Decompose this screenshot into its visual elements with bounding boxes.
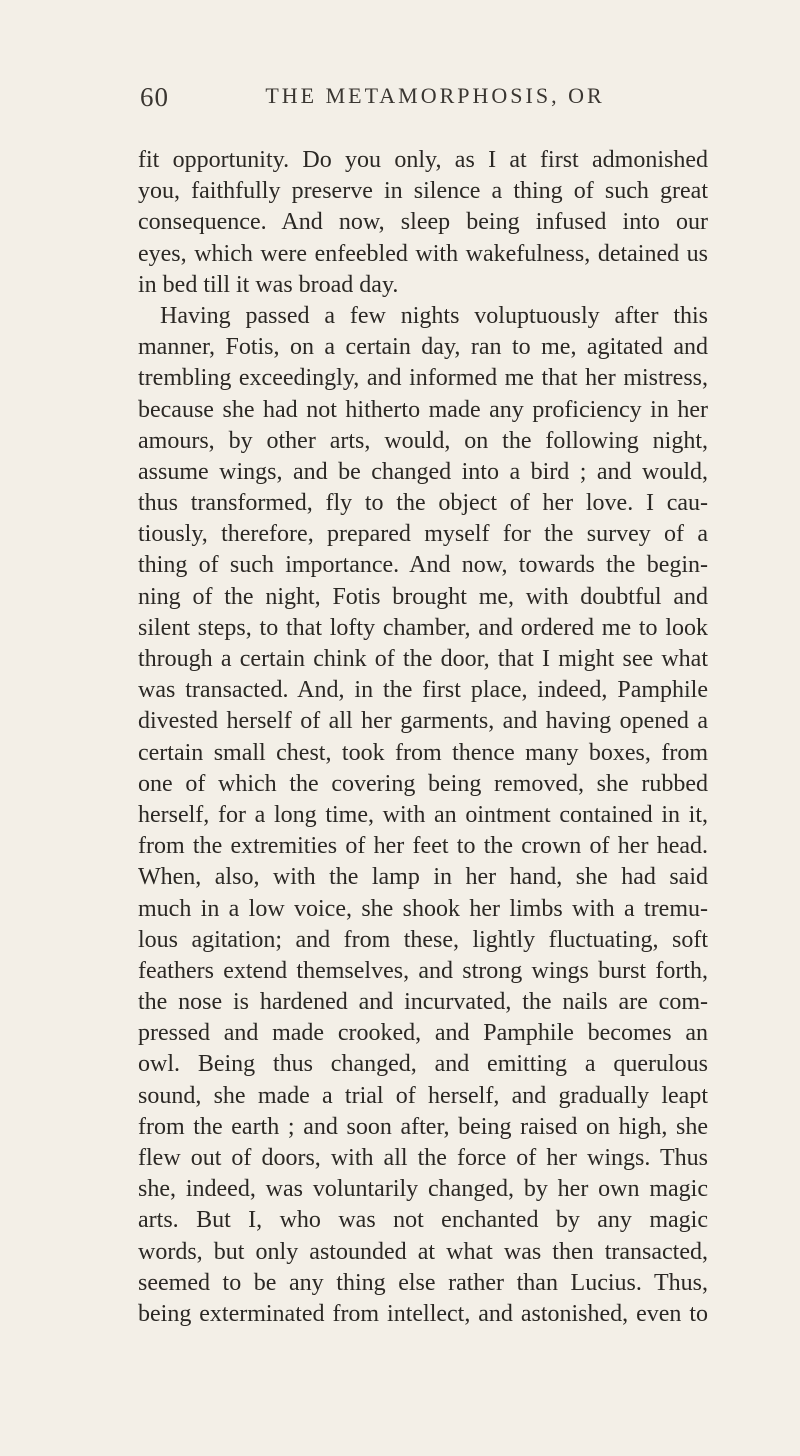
text-line: silent steps, to that lofty chamber, and ordered me to look bbox=[138, 614, 708, 641]
text-line: lous agitation; and from these, lightly fluctuating, soft bbox=[138, 926, 708, 953]
text-line: manner, Fotis, on a certain day, ran to me, agitated and bbox=[138, 334, 708, 361]
text-line: one of which the covering being removed, she rubbed bbox=[138, 770, 708, 797]
text-line: the nose is hardened and incurvated, the nails are com- bbox=[138, 989, 708, 1016]
text-line: consequence. And now, sleep being infused into our bbox=[138, 209, 708, 236]
text-line: was transacted. And, in the first place, indeed, Pamphile bbox=[138, 677, 708, 704]
text-line: seemed to be any thing else rather than Lucius. Thus, bbox=[138, 1269, 708, 1296]
text-line: because she had not hitherto made any proficiency in her bbox=[138, 396, 708, 423]
text-line: Having passed a few nights voluptuously after this bbox=[160, 302, 708, 329]
text-line: feathers extend themselves, and strong wings burst forth, bbox=[138, 957, 708, 984]
text-line: assume wings, and be changed into a bird ; and would, bbox=[138, 458, 708, 485]
text-line: arts. But I, who was not enchanted by any magic bbox=[138, 1207, 708, 1234]
text-line: she, indeed, was voluntarily changed, by her own magic bbox=[138, 1176, 708, 1203]
text-line: words, but only astounded at what was then transacted, bbox=[138, 1238, 708, 1265]
text-line: through a certain chink of the door, that I might see what bbox=[138, 646, 708, 672]
text-line: fit opportunity. Do you only, as I at first admonished bbox=[138, 147, 708, 173]
text-line: divested herself of all her garments, and having opened a bbox=[138, 708, 708, 735]
text-line: in bed till it was broad day. bbox=[138, 271, 399, 298]
text-line: herself, for a long time, with an ointment contained in it, bbox=[138, 801, 708, 828]
text-line: flew out of doors, with all the force of her wings. Thus bbox=[138, 1145, 708, 1171]
text-line: When, also, with the lamp in her hand, she had said bbox=[138, 864, 708, 891]
text-line: from the earth ; and soon after, being raised on high, she bbox=[138, 1113, 708, 1140]
text-line: trembling exceedingly, and informed me that her mistress, bbox=[138, 365, 708, 392]
body-text bbox=[138, 145, 708, 1330]
text-line: tiously, therefore, prepared myself for the survey of a bbox=[138, 521, 708, 548]
text-line: certain small chest, took from thence many boxes, from bbox=[138, 739, 708, 766]
text-line: you, faithfully preserve in silence a thing of such great bbox=[138, 178, 708, 205]
text-line: owl. Being thus changed, and emitting a querulous bbox=[138, 1051, 708, 1078]
text-line: ning of the night, Fotis brought me, with doubtful and bbox=[138, 583, 708, 610]
text-line: from the extremities of her feet to the crown of her head. bbox=[138, 833, 708, 860]
running-title: THE METAMORPHOSIS, OR bbox=[265, 83, 605, 108]
text-line: amours, by other arts, would, on the following night, bbox=[138, 427, 708, 454]
text-line: thing of such importance. And now, towards the begin- bbox=[138, 552, 708, 579]
text-line: eyes, which were enfeebled with wakefulness, detained us bbox=[138, 240, 708, 267]
running-head bbox=[140, 82, 700, 122]
text-line: thus transformed, fly to the object of her love. I cau- bbox=[138, 490, 708, 517]
page-number: 60 bbox=[140, 82, 169, 112]
text-line: much in a low voice, she shook her limbs with a tremu- bbox=[138, 895, 708, 922]
text-line: sound, she made a trial of herself, and gradually leapt bbox=[138, 1082, 708, 1109]
text-line: pressed and made crooked, and Pamphile becomes an bbox=[138, 1020, 708, 1047]
text-line: being exterminated from intellect, and astonished, even to bbox=[138, 1300, 708, 1327]
